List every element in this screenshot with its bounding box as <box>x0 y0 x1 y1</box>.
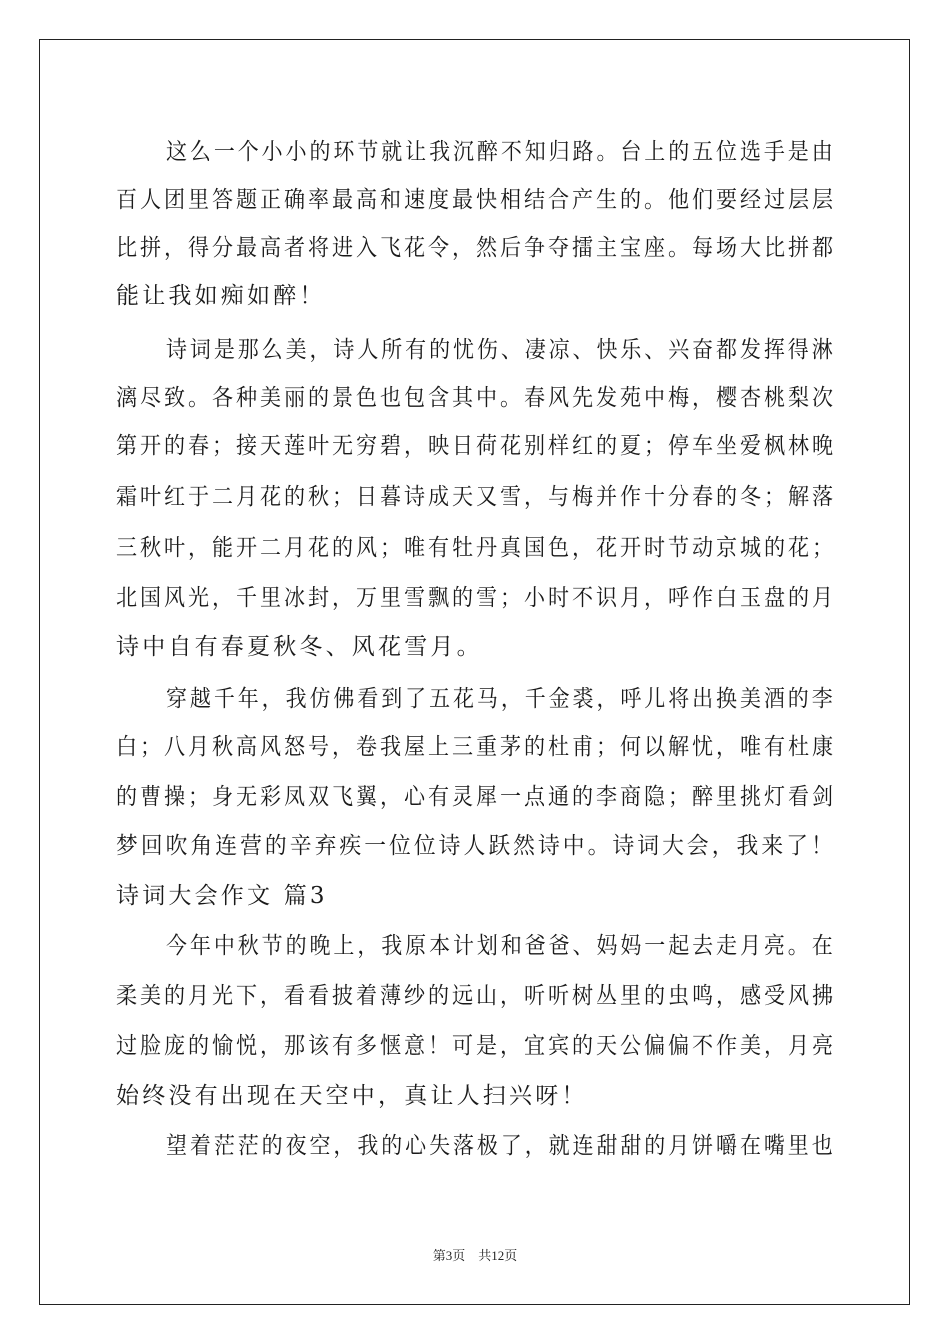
text-line: 漓尽致。各种美丽的景色也包含其中。春风先发苑中梅，樱杏桃梨次 <box>116 385 836 411</box>
text-line: 的曹操；身无彩凤双飞翼，心有灵犀一点通的李商隐；醉里挑灯看剑 <box>116 784 836 810</box>
page-border <box>39 39 910 1305</box>
text-line: 白；八月秋高风怒号，卷我屋上三重茅的杜甫；何以解忧，唯有杜康 <box>116 734 836 760</box>
text-line: 霜叶红于二月花的秋；日暮诗成天又雪，与梅并作十分春的冬；解落 <box>116 484 836 510</box>
text-line: 三秋叶，能开二月花的风；唯有牡丹真国色，花开时节动京城的花； <box>116 535 836 561</box>
text-line: 能让我如痴如醉！ <box>116 283 326 309</box>
section-heading: 诗词大会作文 篇3 <box>116 883 328 909</box>
text-line: 诗词是那么美，诗人所有的忧伤、凄凉、快乐、兴奋都发挥得淋 <box>166 337 836 363</box>
text-line: 这么一个小小的环节就让我沉醉不知归路。台上的五位选手是由 <box>166 139 836 165</box>
text-line: 穿越千年，我仿佛看到了五花马，千金裘，呼儿将出换美酒的李 <box>166 686 836 712</box>
text-line: 望着茫茫的夜空，我的心失落极了，就连甜甜的月饼嚼在嘴里也 <box>166 1133 836 1159</box>
text-line: 比拼，得分最高者将进入飞花令，然后争夺擂主宝座。每场大比拼都 <box>116 235 836 261</box>
text-line: 梦回吹角连营的辛弃疾一位位诗人跃然诗中。诗词大会，我来了！ <box>116 833 836 859</box>
text-line: 始终没有出现在天空中，真让人扫兴呀！ <box>116 1083 588 1109</box>
text-line: 百人团里答题正确率最高和速度最快相结合产生的。他们要经过层层 <box>116 187 836 213</box>
text-line: 柔美的月光下，看看披着薄纱的远山，听听树丛里的虫鸣，感受风拂 <box>116 983 836 1009</box>
text-line: 诗中自有春夏秋冬、风花雪月。 <box>116 634 483 660</box>
text-line: 今年中秋节的晚上，我原本计划和爸爸、妈妈一起去走月亮。在 <box>166 933 836 959</box>
page-number-footer: 第3页 共12页 <box>432 1248 518 1263</box>
text-line: 过脸庞的愉悦，那该有多惬意！可是，宜宾的天公偏偏不作美，月亮 <box>116 1033 836 1059</box>
text-line: 北国风光，千里冰封，万里雪飘的雪；小时不识月，呼作白玉盘的月 <box>116 585 836 611</box>
text-line: 第开的春；接天莲叶无穷碧，映日荷花别样红的夏；停车坐爱枫林晚 <box>116 433 836 459</box>
